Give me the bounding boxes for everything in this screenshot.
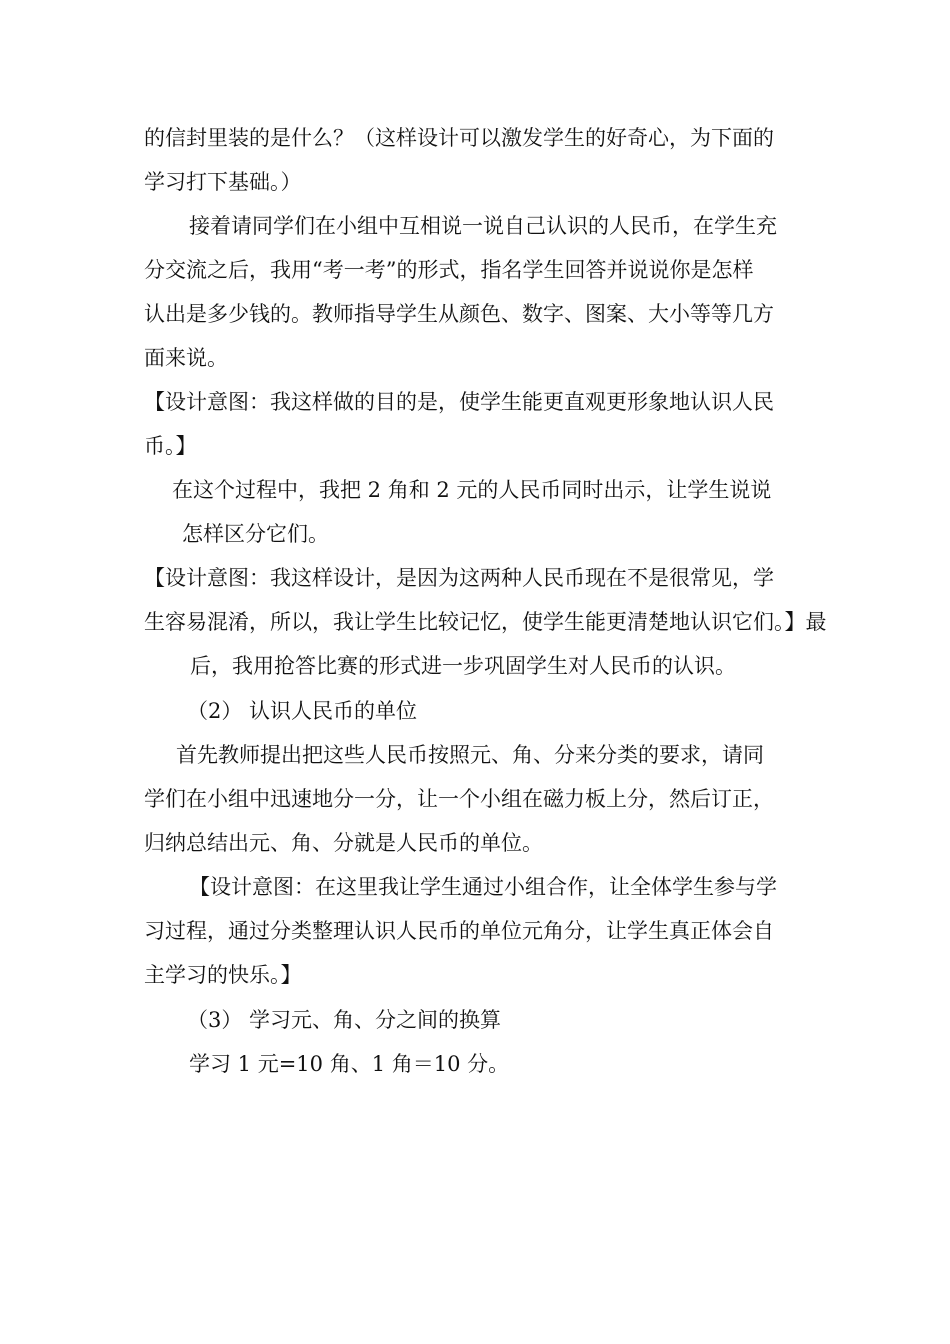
text-line: 在这个过程中，我把 2 角和 2 元的人民币同时出示，让学生说说 (172, 478, 772, 502)
text-line: 生容易混淆，所以，我让学生比较记忆，使学生能更清楚地认识它们。】最 (144, 610, 827, 634)
text-line: 主学习的快乐。】 (144, 963, 302, 987)
design-intent-note: 【设计意图：我这样设计，是因为这两种人民币现在不是很常见，学 (144, 566, 774, 590)
text-line: 的信封里装的是什么？（这样设计可以激发学生的好奇心，为下面的 (144, 126, 774, 150)
text-line: 怎样区分它们。 (182, 522, 329, 546)
text-line: 学们在小组中迅速地分一分，让一个小组在磁力板上分，然后订正， (144, 787, 774, 811)
text-line: 币。】 (144, 434, 197, 458)
text-line: 认出是多少钱的。教师指导学生从颜色、数字、图案、大小等等几方 (144, 302, 774, 326)
section-heading: （2） 认识人民币的单位 (187, 699, 418, 723)
text-line: 分交流之后，我用“考一考”的形式，指名学生回答并说说你是怎样 (144, 258, 754, 282)
text-line: 学习打下基础。） (144, 170, 302, 194)
text-line: 面来说。 (144, 346, 228, 370)
text-line: 接着请同学们在小组中互相说一说自己认识的人民币，在学生充 (189, 214, 777, 238)
text-line: 学习 1 元=10 角、1 角＝10 分。 (189, 1052, 510, 1076)
text-line: 习过程，通过分类整理认识人民币的单位元角分，让学生真正体会自 (144, 919, 774, 943)
text-line: 后，我用抢答比赛的形式进一步巩固学生对人民币的认识。 (190, 654, 736, 678)
design-intent-note: 【设计意图：我这样做的目的是，使学生能更直观更形象地认识人民 (144, 390, 774, 414)
design-intent-note: 【设计意图：在这里我让学生通过小组合作，让全体学生参与学 (189, 875, 777, 899)
section-heading: （3） 学习元、角、分之间的换算 (187, 1008, 502, 1032)
text-line: 首先教师提出把这些人民币按照元、角、分来分类的要求，请同 (176, 743, 764, 767)
text-line: 归纳总结出元、角、分就是人民币的单位。 (144, 831, 543, 855)
